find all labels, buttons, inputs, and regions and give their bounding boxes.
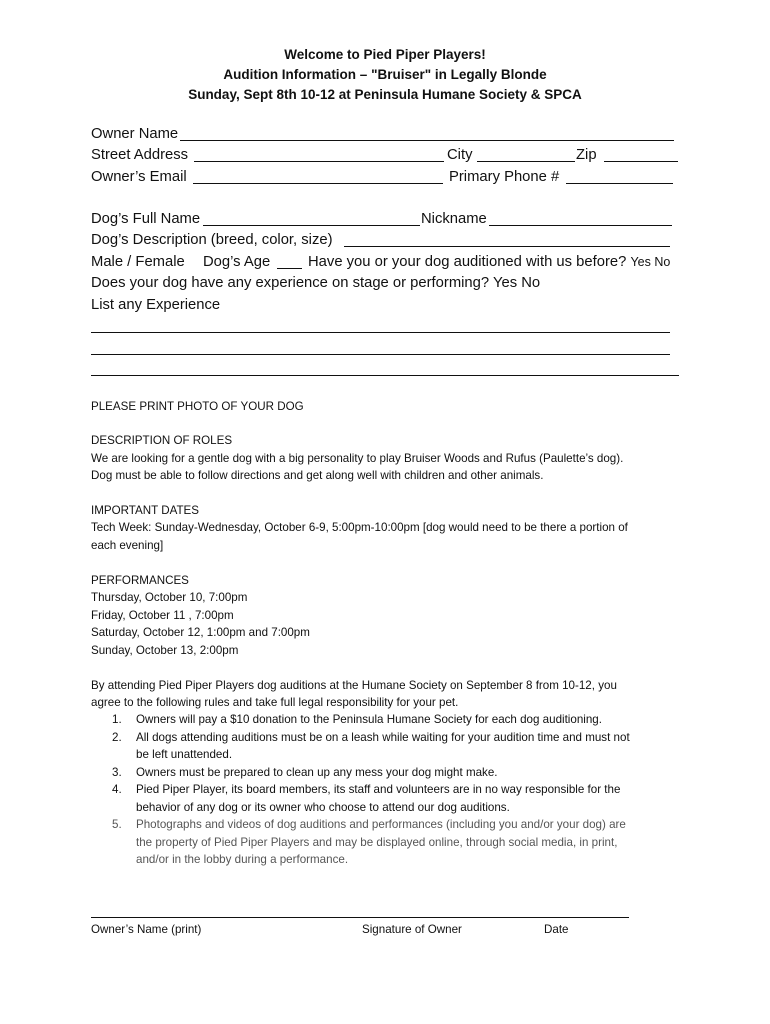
owner-name-label: Owner Name [91, 126, 179, 142]
dogs-description-line[interactable] [344, 246, 670, 247]
rule-number: 5. [112, 818, 122, 831]
dogs-description-label: Dog’s Description (breed, color, size) [91, 232, 333, 248]
owner-name-line[interactable] [180, 140, 674, 141]
roles-line-2: Dog must be able to follow directions and get along well with children and other animals. [91, 469, 544, 482]
dogs-full-name-line[interactable] [203, 225, 420, 226]
owners-email-line[interactable] [193, 183, 443, 184]
rule-text: Owners must be prepared to clean up any mess your dog might make. [136, 765, 498, 779]
roles-line-1: We are looking for a gentle dog with a big personality to play Bruiser Woods and Rufus (Paulette’s dog). [91, 452, 624, 465]
important-dates-line-2: each evening] [91, 539, 164, 552]
rule-item [91, 816, 691, 869]
agreement-intro-2: agree to the following rules and take full legal responsibility for your pet. [91, 696, 459, 709]
performance-date: Thursday, October 10, 7:00pm [91, 591, 248, 604]
rule-text: Pied Piper Player, its board members, its staff and volunteers are in no way responsible for the [136, 783, 621, 796]
city-line[interactable] [477, 161, 575, 162]
auditioned-question [308, 252, 670, 272]
list-experience-label: List any Experience [91, 297, 221, 313]
zip-line[interactable] [604, 161, 678, 162]
owners-name-print-label: Owner’s Name (print) [91, 923, 202, 936]
experience-question: Does your dog have any experience on stage or performing? Yes No [91, 275, 541, 291]
agreement-intro-1: By attending Pied Piper Players dog auditions at the Humane Society on September 8 from 10-12, you [91, 679, 617, 692]
important-dates-heading: IMPORTANT DATES [91, 504, 200, 517]
performance-date: Sunday, October 13, 2:00pm [91, 644, 239, 657]
rule-item [91, 781, 691, 816]
rule-item [91, 711, 691, 729]
title-line-1: Welcome to Pied Piper Players! [284, 47, 486, 62]
rule-text: be left unattended. [136, 748, 233, 761]
title-line-2: Audition Information – "Bruiser" in Legally Blonde [223, 67, 547, 82]
auditioned-options[interactable]: Yes No [630, 255, 671, 269]
nickname-label: Nickname [421, 211, 487, 227]
rule-text: behavior of any dog or its owner who choose to attend our dog auditions. [136, 800, 510, 814]
dogs-age-line[interactable] [277, 268, 302, 269]
rule-text: Photographs and videos of dog auditions and performances (including you and/or your dog) are [136, 818, 626, 831]
street-address-label: Street Address [91, 147, 189, 163]
primary-phone-line[interactable] [566, 183, 673, 184]
rule-item [91, 729, 691, 764]
rules-list [91, 711, 691, 869]
rule-text: Owners will pay a $10 donation to the Peninsula Humane Society for each dog auditioning. [136, 713, 602, 726]
performances-heading: PERFORMANCES [91, 574, 189, 587]
auditioned-question-text: Have you or your dog auditioned with us before? [308, 254, 627, 270]
experience-line-2[interactable] [91, 354, 670, 355]
rule-number: 2. [112, 730, 122, 744]
photo-note: PLEASE PRINT PHOTO OF YOUR DOG [91, 400, 304, 413]
experience-line-3[interactable] [91, 375, 679, 376]
signature-of-owner-label: Signature of Owner [362, 923, 462, 936]
rule-text: the property of Pied Piper Players and may be displayed online, through social media, in print, [136, 835, 618, 849]
important-dates-line-1: Tech Week: Sunday-Wednesday, October 6-9, 5:00pm-10:00pm [dog would need to be there a portion of [91, 521, 628, 534]
street-address-line[interactable] [194, 161, 444, 162]
primary-phone-label: Primary Phone # [449, 169, 560, 185]
title-line-3: Sunday, Sept 8th 10-12 at Peninsula Humane Society & SPCA [188, 87, 582, 102]
dogs-full-name-label: Dog’s Full Name [91, 211, 201, 227]
date-label: Date [544, 923, 569, 936]
male-female-label: Male / Female [91, 254, 185, 270]
rule-text: and/or in the lobby during a performance. [136, 853, 349, 866]
experience-line-1[interactable] [91, 332, 670, 333]
rule-item [91, 764, 691, 782]
rule-number: 1. [112, 713, 122, 726]
roles-heading: DESCRIPTION OF ROLES [91, 434, 233, 447]
rule-number: 3. [112, 765, 122, 779]
nickname-line[interactable] [489, 225, 672, 226]
dogs-age-label: Dog’s Age [203, 254, 271, 270]
rule-number: 4. [112, 783, 122, 796]
zip-label: Zip [576, 147, 597, 163]
performance-date: Saturday, October 12, 1:00pm and 7:00pm [91, 626, 310, 639]
rule-text: All dogs attending auditions must be on a leash while waiting for your audition time and must not [136, 730, 630, 744]
performance-date: Friday, October 11 , 7:00pm [91, 609, 234, 622]
signature-line[interactable] [91, 917, 629, 918]
owners-email-label: Owner’s Email [91, 169, 187, 185]
city-label: City [447, 147, 473, 163]
